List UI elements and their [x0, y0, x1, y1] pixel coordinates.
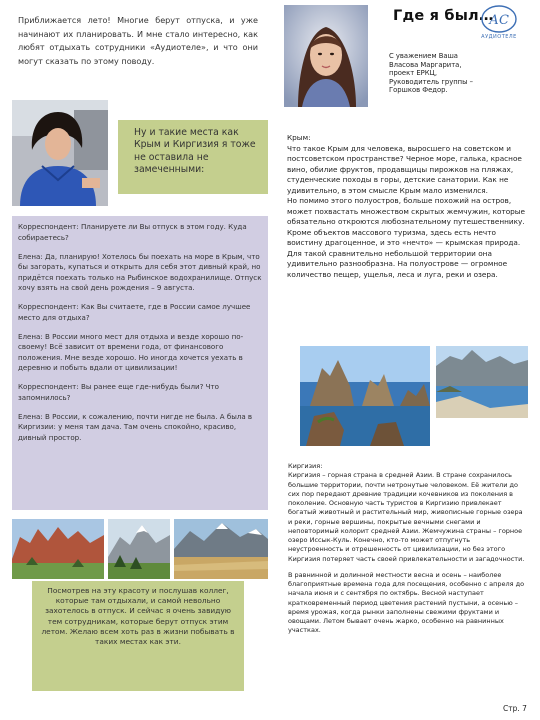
- kyrgyzstan-paragraph: В равнинной и долинной местности весна и осень – наиболее благоприятные времена года для посещения, особенно с апреля до начала июня и с сентября по октябрь. Весной наступает кратковременный период цветения растений пустыни, а осенью – время урожая, когда рынки заполнены свежими фруктами и овощами. Летом бывает очень жарко, особенно на равнинных участках.: [288, 570, 525, 635]
- page-number: Стр. 7: [503, 704, 527, 713]
- interview-answer: Елена: В России много мест для отдыха и везде хорошо по-своему! Всё зависит от времени года, от финансового положения. Мне везде хорошо. Но иногда хочется уехать в деревню и побыть вдали от цивилизации!: [18, 331, 244, 372]
- interview-answer: Елена: В России, к сожалению, почти нигде не была. А была в Киргизии: у меня там дача. Там очень спокойно, красиво, дивный простор.: [18, 411, 253, 442]
- credit-line: Власова Маргарита,: [389, 60, 462, 69]
- credit-line: Руководитель группы –: [389, 77, 474, 86]
- audiotele-logo: [470, 4, 528, 40]
- crimea-bay-photo: [436, 346, 528, 418]
- crimea-heading: Крым:: [287, 133, 311, 142]
- interview-question: Корреспондент: Вы ранее еще где-нибудь были? Что запомнилось?: [18, 382, 219, 402]
- kyrgyzstan-snow-peak-photo: [108, 519, 170, 579]
- kyrgyzstan-section: [288, 462, 526, 643]
- interviewee-photo: [12, 100, 108, 206]
- interview-question: Корреспондент: Как Вы считаете, где в России самое лучшее место для отдыха?: [18, 302, 251, 322]
- credit-line: С уважением Ваша: [389, 52, 458, 60]
- crimea-section: [287, 133, 527, 280]
- svg-text:АУДИОТЕЛЕ: АУДИОТЕЛЕ: [481, 34, 517, 40]
- kyrgyzstan-mountain-lake-photo: [174, 519, 268, 579]
- credit-line: Горшков Федор.: [389, 86, 448, 95]
- interview-box: [12, 216, 268, 510]
- crimea-photos: [300, 346, 528, 446]
- svg-text:АС: АС: [489, 13, 509, 28]
- crimea-paragraph: Но помимо этого полуостров, больше похожий на остров, может похвастать множеством скрытых жемчужин, которые обязательно откроются любознательному путешественнику. Кроме объектов массового туризма, здесь есть нечто воистину драгоценное, и это «нечто» — крымская природа. Для такой сравнительно небольшой территории она удивительно разнообразна. На полуострове — огромное количество пещер, ущелья, леса и луга, реки и озера.: [287, 196, 526, 279]
- closing-note: Посмотрев на эту красоту и послушав коллег, которые там отдыхали, и самой невольно захотелось в отпуск. И сейчас я очень завидую тем сотрудникам, которые берут отпуск этим летом. Желаю всем хоть раз в жизни побывать в таких местах как эти.: [32, 581, 244, 691]
- author-credit: [389, 52, 527, 95]
- interview-question: Корреспондент: Планируете ли Вы отпуск в этом году. Куда собираетесь?: [18, 222, 247, 242]
- intro-paragraph: Приближается лето! Многие берут отпуска, и уже начинают их планировать. И мне стало интересно, как любят отдыхать сотрудники «Аудиотеле», и что они могут сказать по этому поводу.: [18, 15, 258, 67]
- pull-quote: Ну и такие места как Крым и Киргизия я тоже не оставила не замеченными:: [118, 120, 268, 194]
- kyrgyzstan-paragraph: Киргизия – горная страна в средней Азии. В стране сохранилось большие территории, почти нетронутые человеком. Её жители до сих пор передают древние традиции кочевников из поколения в поколение. Основную часть туристов в Киргизию привлекает богатый животный и растительный мир, живописные горные озера и реки, горные вершины, покрытые вечными снегами и неповторимый колорит средней Азии. Жемчужина страны – горное озеро Иссык-Куль. Конечно, кто-то может отпугнуть неустроенность и отрешенность от цивилизации, но без этого Киргизия потеряет часть своей привлекательности и загадочности.: [288, 471, 525, 563]
- kyrgyzstan-red-rocks-photo: [12, 519, 104, 579]
- kyrgyzstan-photos: [12, 519, 268, 579]
- kyrgyzstan-heading: Киргизия:: [288, 462, 323, 470]
- crimea-paragraph: Что такое Крым для человека, выросшего на советском и постсоветском пространстве? Черное море, галька, красное вино, обилие фруктов, продавщицы пирожков на пляжах, студенческие походы в горы, детские санатории. Как не удивительно, в этом смысле Крым мало изменился.: [287, 143, 522, 195]
- interview-answer: Елена: Да, планирую! Хотелось бы поехать на море в Крым, что бы загорать, купаться и открыть для себя этот дивный край, но придётся поехать только на Рыбинское водохранилище. Отпуск хочу взять на свой день рождения – 9 августа.: [18, 251, 262, 292]
- crimea-rocks-photo: [300, 346, 430, 446]
- page-title: Где я был…: [393, 8, 494, 24]
- credit-line: проект ЕРКЦ,: [389, 69, 437, 78]
- author-photo: [284, 5, 368, 107]
